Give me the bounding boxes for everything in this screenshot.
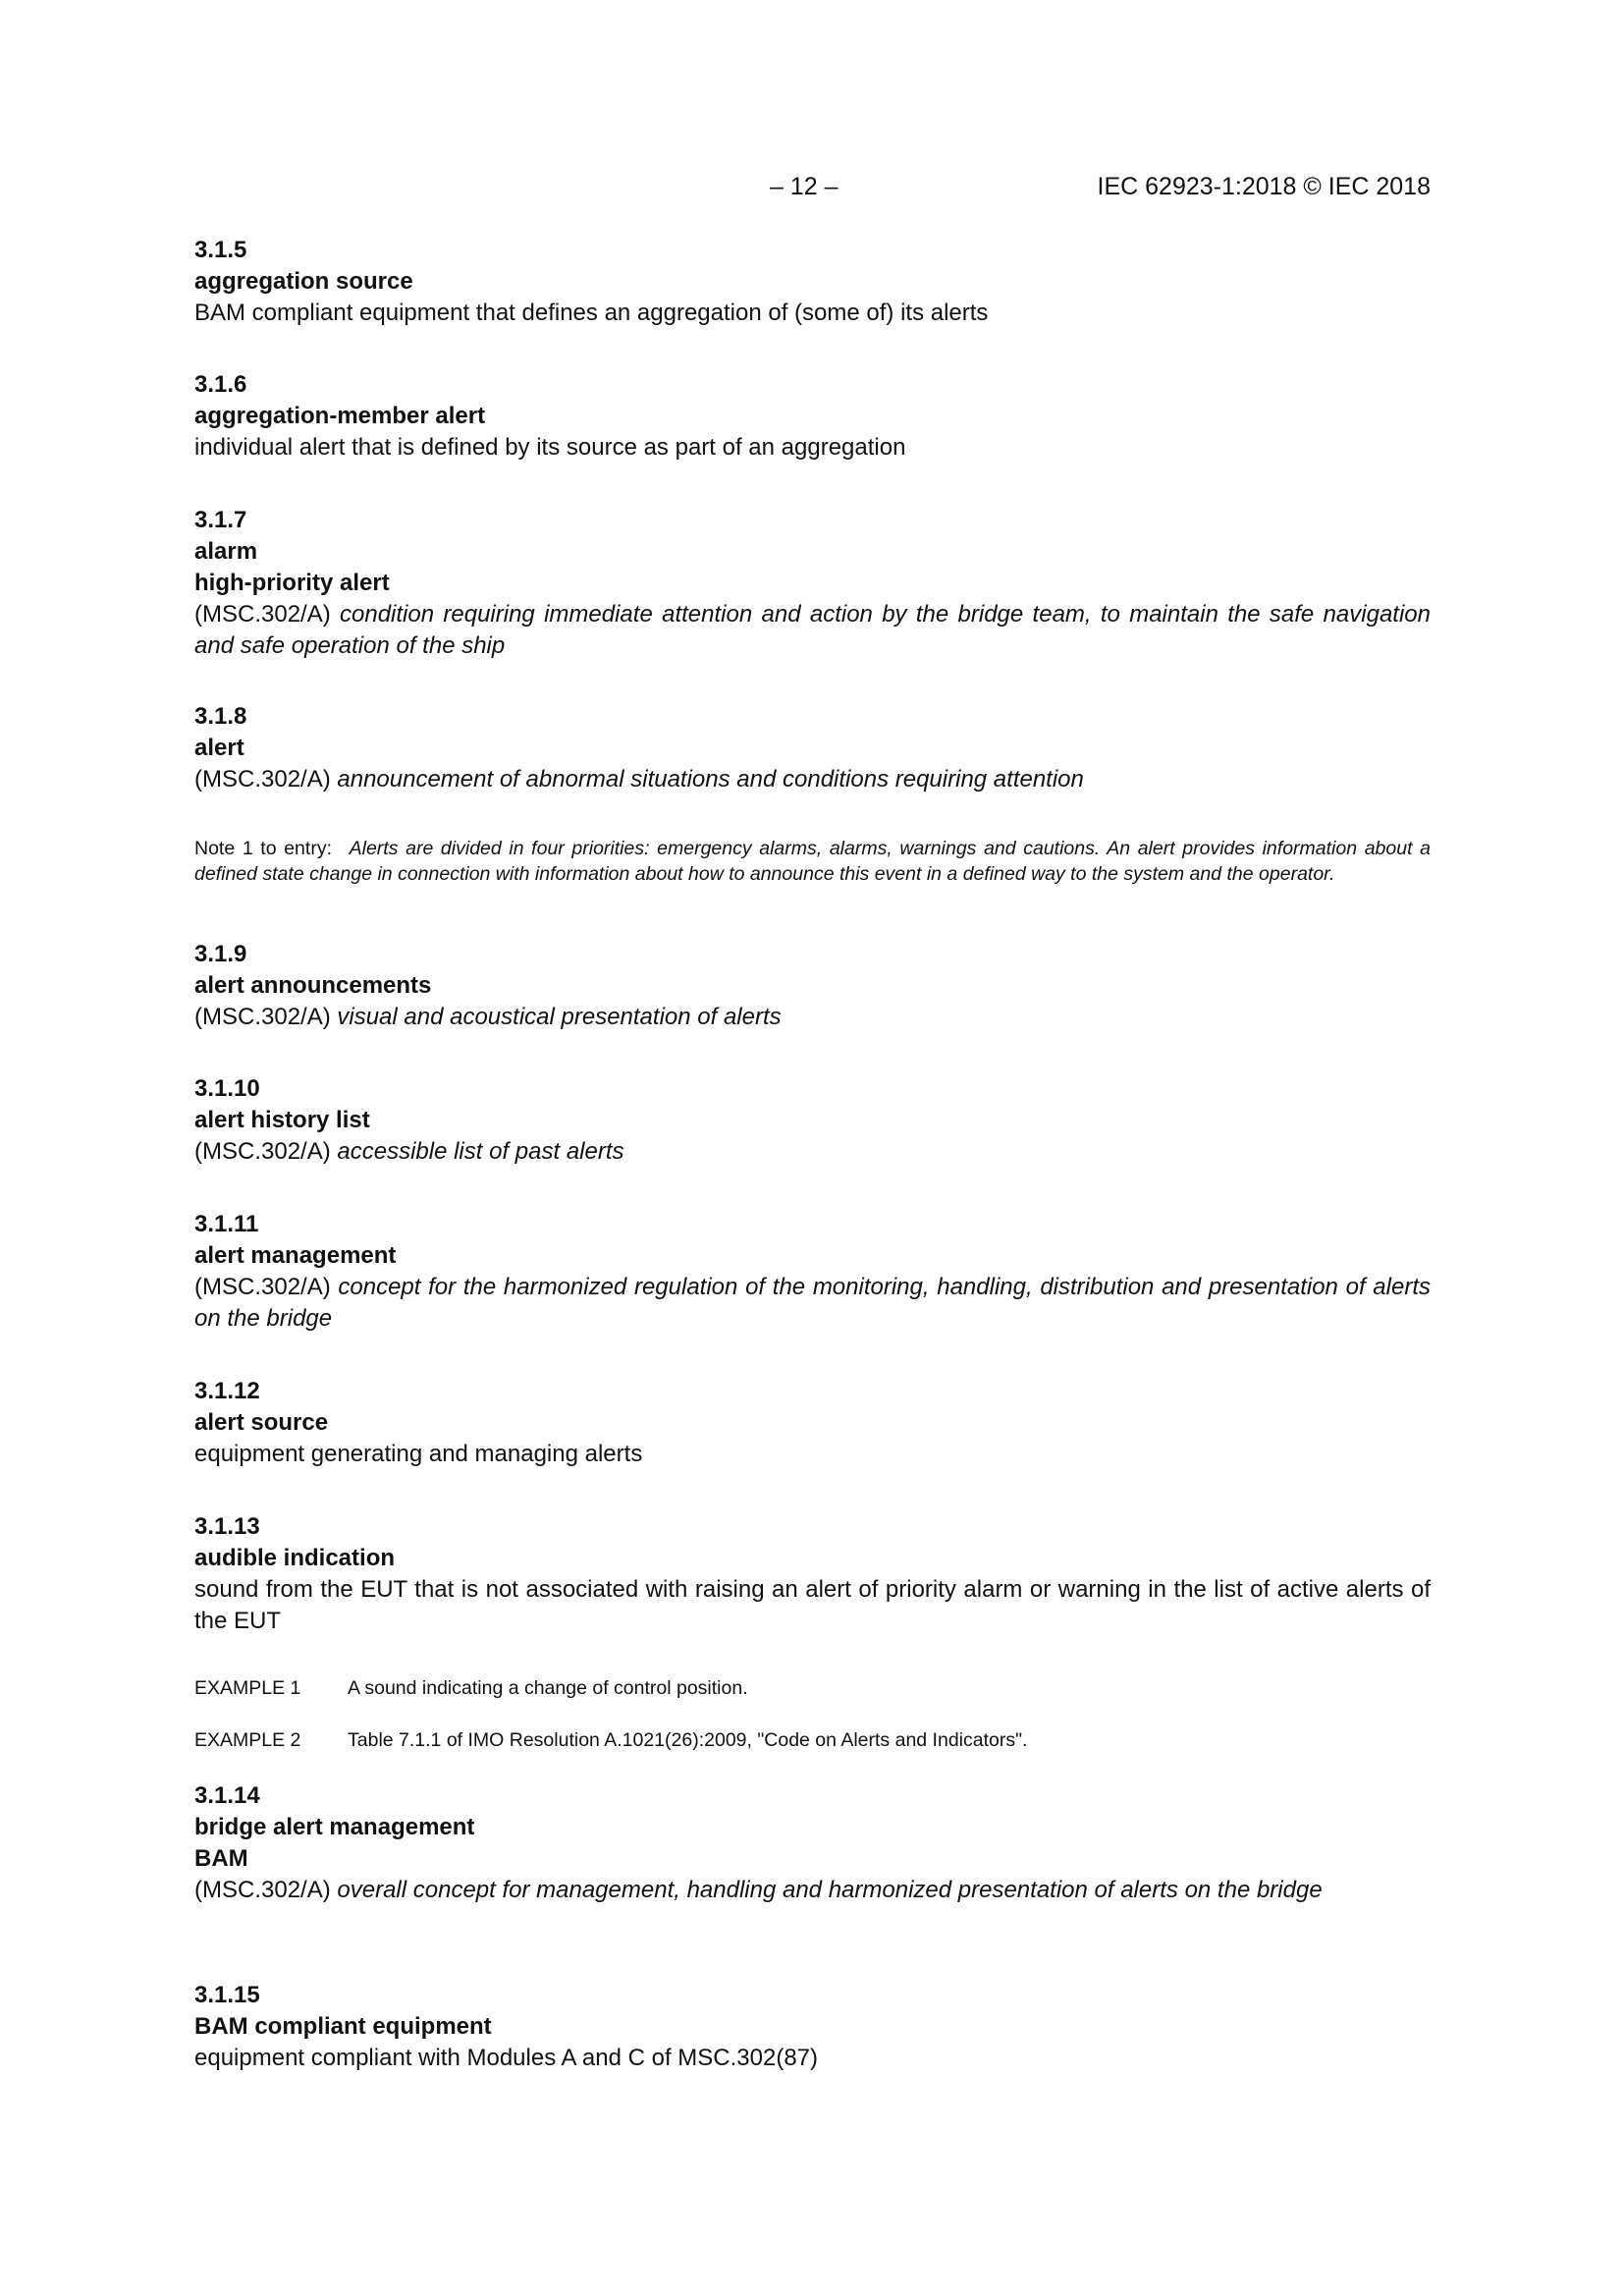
entry-definition xyxy=(194,599,1431,662)
entry-definition-text: overall concept for management, handling and harmonized presentation of alerts on the bridge xyxy=(337,1877,1323,1903)
entry-definition-text: accessible list of past alerts xyxy=(337,1138,624,1165)
entry-source: (MSC.302/A) xyxy=(194,1274,331,1300)
entry-source: (MSC.302/A) xyxy=(194,1877,331,1903)
entry-source: (MSC.302/A) xyxy=(194,1004,331,1030)
entry-definition: sound from the EUT that is not associated with raising an alert of priority alarm or warning in the list of active alerts of the EUT xyxy=(194,1576,1431,1634)
entry-number: 3.1.13 xyxy=(194,1513,260,1540)
term-entry xyxy=(194,1780,1431,1906)
entry-definition-text: announcement of abnormal situations and conditions requiring attention xyxy=(337,766,1084,793)
entry-definition: individual alert that is defined by its source as part of an aggregation xyxy=(194,434,906,461)
entry-number: 3.1.10 xyxy=(194,1075,260,1102)
entry-term: alert management xyxy=(194,1242,397,1269)
entry-term: aggregation source xyxy=(194,268,413,295)
example xyxy=(194,1676,1431,1702)
entry-term: alert xyxy=(194,735,244,761)
entry-number: 3.1.14 xyxy=(194,1782,260,1809)
entry-definition-text: concept for the harmonized regulation of the monitoring, handling, distribution and presentation of alerts on the bridge xyxy=(194,1274,1431,1332)
entry-term: bridge alert management xyxy=(194,1814,475,1840)
entry-number: 3.1.5 xyxy=(194,237,247,263)
entry-definition: equipment generating and managing alerts xyxy=(194,1441,643,1467)
entry-abbreviation: BAM xyxy=(194,1845,248,1872)
entry-term: aggregation-member alert xyxy=(194,403,486,429)
term-entry xyxy=(194,235,1431,329)
entry-number: 3.1.15 xyxy=(194,1982,260,2008)
entry-definition: BAM compliant equipment that defines an aggregation of (some of) its alerts xyxy=(194,300,989,326)
note-label: Note 1 to entry: xyxy=(194,838,332,859)
term-entry xyxy=(194,505,1431,662)
entry-term: BAM compliant equipment xyxy=(194,2013,492,2040)
entry-number: 3.1.9 xyxy=(194,941,247,967)
note-text: Alerts are divided in four priorities: emergency alarms, alarms, warnings and cautions. An alert provides information about a defined state change in connection with information about how to announce this event in a defined way to the system and the operator. xyxy=(194,838,1431,885)
entry-definition-text: visual and acoustical presentation of alerts xyxy=(337,1004,782,1030)
term-entry xyxy=(194,369,1431,464)
entry-term: alert source xyxy=(194,1409,329,1436)
example-text: A sound indicating a change of control position. xyxy=(348,1677,748,1699)
entry-number: 3.1.8 xyxy=(194,703,247,730)
entry-term: alarm xyxy=(194,538,258,565)
term-entry xyxy=(194,1376,1431,1470)
document-identifier: IEC 62923-1:2018 © IEC 2018 xyxy=(1097,173,1431,200)
entry-number: 3.1.6 xyxy=(194,371,247,398)
entry-term: alert history list xyxy=(194,1107,370,1133)
entry-definition-text: condition requiring immediate attention and action by the bridge team, to maintain the safe navigation and safe operation of the ship xyxy=(194,601,1431,659)
entry-source: (MSC.302/A) xyxy=(194,766,331,793)
entry-definition xyxy=(194,764,1431,795)
page-number: – 12 – xyxy=(770,173,839,200)
term-entry xyxy=(194,1511,1431,1637)
entry-definition xyxy=(194,1272,1431,1335)
entry-source: (MSC.302/A) xyxy=(194,601,331,628)
term-entry xyxy=(194,1209,1431,1335)
term-entry xyxy=(194,1073,1431,1168)
entry-definition: equipment compliant with Modules A and C of MSC.302(87) xyxy=(194,2045,819,2071)
term-entry xyxy=(194,701,1431,795)
entry-synonym-term: high-priority alert xyxy=(194,570,390,596)
entry-number: 3.1.7 xyxy=(194,507,247,533)
entry-definition xyxy=(194,1875,1431,1906)
example-label: EXAMPLE 2 xyxy=(194,1729,301,1751)
entry-source: (MSC.302/A) xyxy=(194,1138,331,1165)
entry-definition xyxy=(194,1136,1431,1168)
note-to-entry xyxy=(194,837,1431,887)
term-entry xyxy=(194,939,1431,1033)
example-label: EXAMPLE 1 xyxy=(194,1677,301,1699)
entry-number: 3.1.11 xyxy=(194,1211,259,1237)
term-entry xyxy=(194,1980,1431,2074)
entry-term: audible indication xyxy=(194,1545,396,1571)
example-text: Table 7.1.1 of IMO Resolution A.1021(26):2009, "Code on Alerts and Indicators". xyxy=(348,1729,1028,1751)
entry-definition xyxy=(194,1002,1431,1033)
entry-number: 3.1.12 xyxy=(194,1378,260,1404)
entry-term: alert announcements xyxy=(194,972,432,999)
example xyxy=(194,1728,1431,1754)
